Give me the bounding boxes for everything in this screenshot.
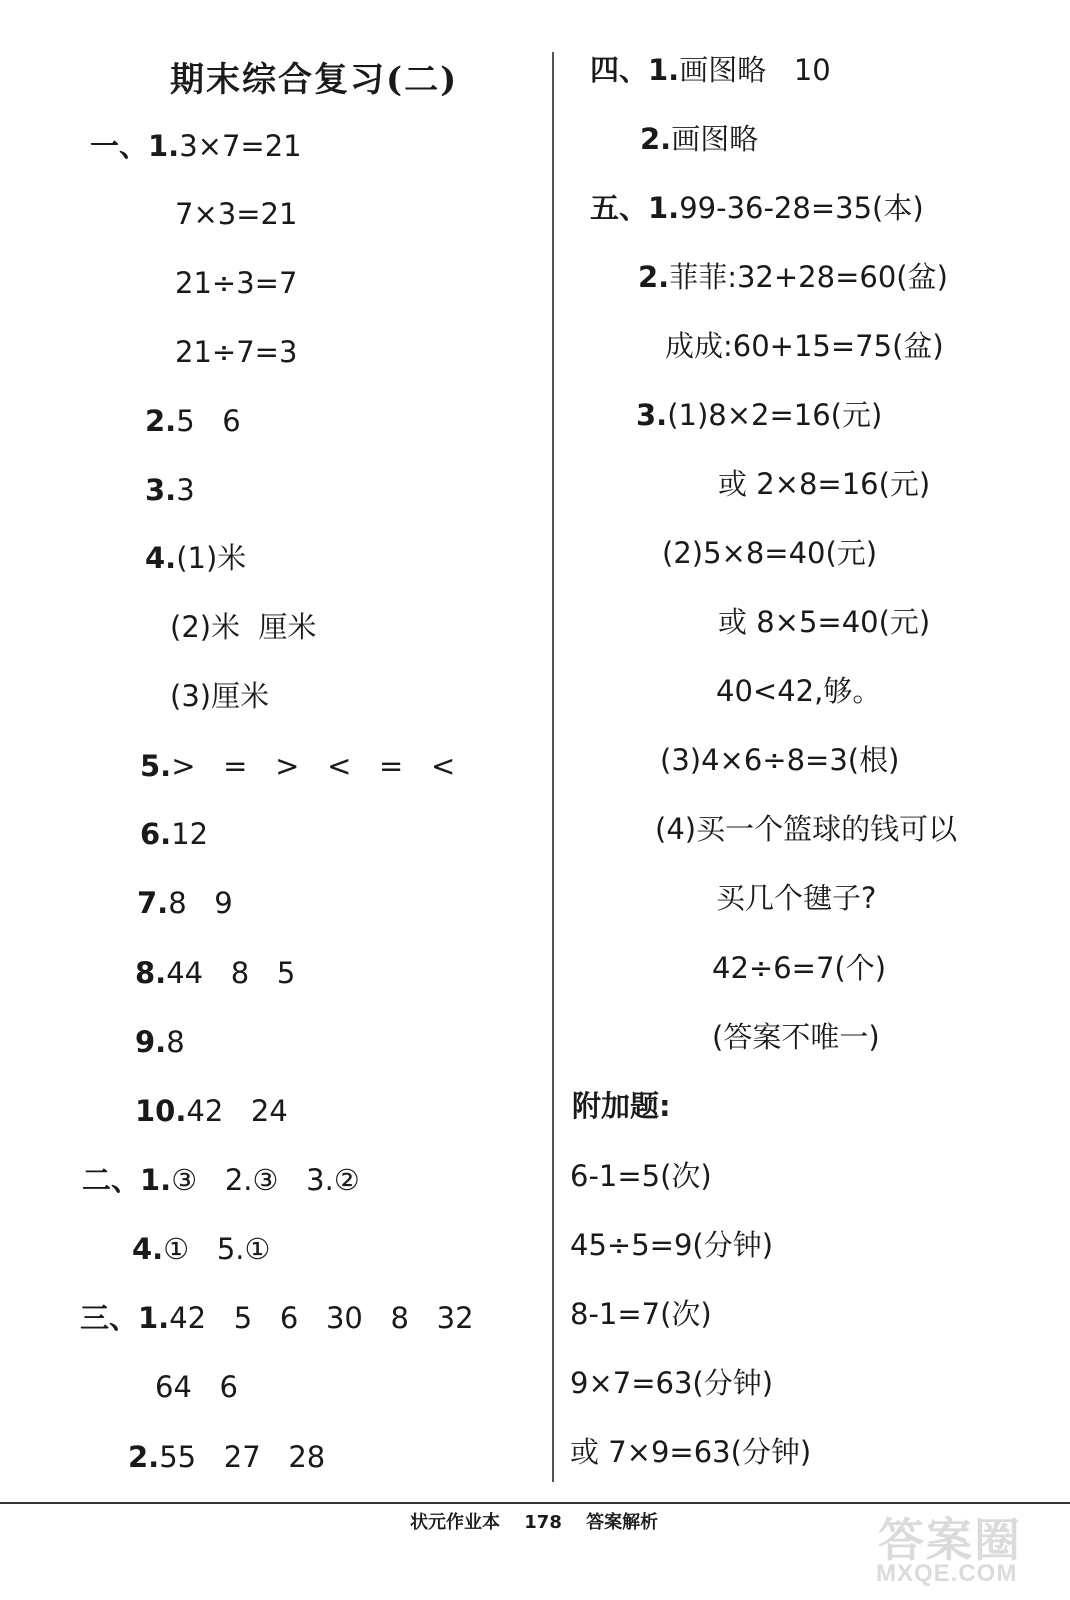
answer-line (175, 196, 297, 232)
answer-label: 6. (140, 817, 172, 851)
answer-line (128, 1439, 325, 1475)
watermark-text: 答案圈 (878, 1513, 1022, 1567)
answer-text: 成成:60+15=75(盆) (665, 329, 944, 363)
answer-text: 45÷5=9(分钟) (570, 1228, 774, 1262)
answer-line (660, 742, 899, 778)
answer-text: 12 (171, 817, 209, 851)
answer-line (570, 1365, 773, 1401)
watermark-logo (870, 1500, 1060, 1596)
answer-line (145, 403, 241, 439)
footer (410, 1508, 676, 1534)
answer-text: ③ 2.③ 3.② (171, 1163, 360, 1197)
answer-line (572, 1088, 671, 1124)
answer-line (570, 1296, 712, 1332)
answer-label: 一、1. (90, 129, 180, 163)
answer-text: 8 9 (168, 886, 233, 920)
answer-text: 42 5 6 30 8 32 (169, 1301, 474, 1335)
answer-text: 买几个毽子? (716, 881, 877, 915)
answer-text: (3)4×6÷8=3(根) (660, 743, 900, 777)
answer-label: 4. (132, 1232, 164, 1266)
answer-text: 42÷6=7(个) (712, 951, 887, 985)
answer-text: (2)5×8=40(元) (662, 536, 878, 570)
answer-text: 21÷7=3 (175, 335, 298, 369)
answer-text: 44 8 5 (166, 956, 296, 990)
answer-text: 或 8×5=40(元) (718, 605, 931, 639)
answer-text: 画图略 (671, 122, 759, 156)
answer-line (175, 265, 297, 301)
answer-line (718, 604, 930, 640)
footer-book-name: 状元作业本 (410, 1512, 500, 1533)
answer-text: 55 27 28 (159, 1440, 326, 1474)
answer-text: 64 6 (155, 1370, 239, 1404)
answer-line (655, 811, 957, 847)
answer-line (665, 328, 944, 364)
answer-text: 9×7=63(分钟) (570, 1366, 774, 1400)
answer-line (80, 1300, 474, 1336)
answer-text: 7×3=21 (175, 197, 298, 231)
answer-line (135, 955, 295, 991)
answer-label: 3. (636, 398, 668, 432)
answer-line (718, 466, 930, 502)
answer-line (716, 673, 881, 709)
answer-label: 10. (135, 1094, 187, 1128)
answer-text: 3 (176, 473, 195, 507)
answer-label: 2. (640, 122, 672, 156)
answer-label: 8. (135, 956, 167, 990)
answer-label: 4. (145, 541, 177, 575)
answer-line (140, 816, 208, 852)
answer-line (590, 52, 831, 88)
answer-text: 40<42,够。 (716, 674, 882, 708)
answer-line (137, 885, 233, 921)
answer-line (145, 472, 195, 508)
answer-label: 7. (137, 886, 169, 920)
footer-section: 答案解析 (586, 1512, 659, 1533)
answer-text: (答案不唯一) (712, 1020, 880, 1054)
answer-line (712, 950, 886, 986)
page-title: 期末综合复习(二) (170, 60, 459, 100)
answer-label: 2. (638, 260, 670, 294)
answer-text: 3×7=21 (179, 129, 302, 163)
answer-text: 画图略 10 (679, 53, 831, 87)
answer-label: 五、1. (590, 191, 680, 225)
answer-text: (1)米 (176, 541, 247, 575)
answer-text: 42 24 (186, 1094, 288, 1128)
answer-label: 2. (128, 1440, 160, 1474)
column-divider (552, 52, 554, 1482)
answer-line (570, 1158, 712, 1194)
answer-text: 8-1=7(次) (570, 1297, 712, 1331)
answer-label: 3. (145, 473, 177, 507)
answer-label: 附加题: (572, 1089, 671, 1123)
answer-label: 5. (140, 749, 172, 783)
answer-label: 二、1. (82, 1163, 172, 1197)
answer-line (638, 259, 948, 295)
answer-text: 或 2×8=16(元) (718, 467, 931, 501)
answer-line (640, 121, 758, 157)
answer-line (145, 540, 246, 576)
answer-text: (2)米 厘米 (170, 610, 317, 644)
answer-line (590, 190, 924, 226)
answer-text: 菲菲:32+28=60(盆) (669, 260, 948, 294)
answer-line (82, 1162, 360, 1198)
answer-line (170, 609, 317, 645)
answer-line (132, 1231, 271, 1267)
answer-line (135, 1093, 288, 1129)
answer-text: (3)厘米 (170, 679, 270, 713)
answer-text: 5 6 (176, 404, 241, 438)
answer-label: 三、1. (80, 1301, 170, 1335)
answer-label: 四、1. (590, 53, 680, 87)
watermark-url: MXQE.COM (876, 1560, 1018, 1587)
answer-line (90, 128, 302, 164)
answer-text: 99-36-28=35(本) (679, 191, 924, 225)
answer-line (716, 880, 876, 916)
answer-line (662, 535, 877, 571)
answer-text: 或 7×9=63(分钟) (570, 1435, 812, 1469)
answer-line (135, 1024, 185, 1060)
answer-text: 6-1=5(次) (570, 1159, 712, 1193)
answer-text: (4)买一个篮球的钱可以 (655, 812, 958, 846)
answer-line (170, 678, 269, 714)
answer-label: 2. (145, 404, 177, 438)
answer-line (570, 1434, 811, 1470)
answer-text: 21÷3=7 (175, 266, 298, 300)
answer-line (155, 1369, 238, 1405)
answer-label: 9. (135, 1025, 167, 1059)
answer-text: > = > < = < (171, 749, 456, 783)
answer-line (570, 1227, 773, 1263)
answer-line (140, 748, 455, 784)
answer-line (175, 334, 297, 370)
footer-page-number: 178 (524, 1512, 562, 1533)
answer-line (712, 1019, 880, 1055)
answer-text: ① 5.① (163, 1232, 271, 1266)
answer-line (636, 397, 882, 433)
answer-text: 8 (166, 1025, 185, 1059)
answer-text: (1)8×2=16(元) (667, 398, 883, 432)
